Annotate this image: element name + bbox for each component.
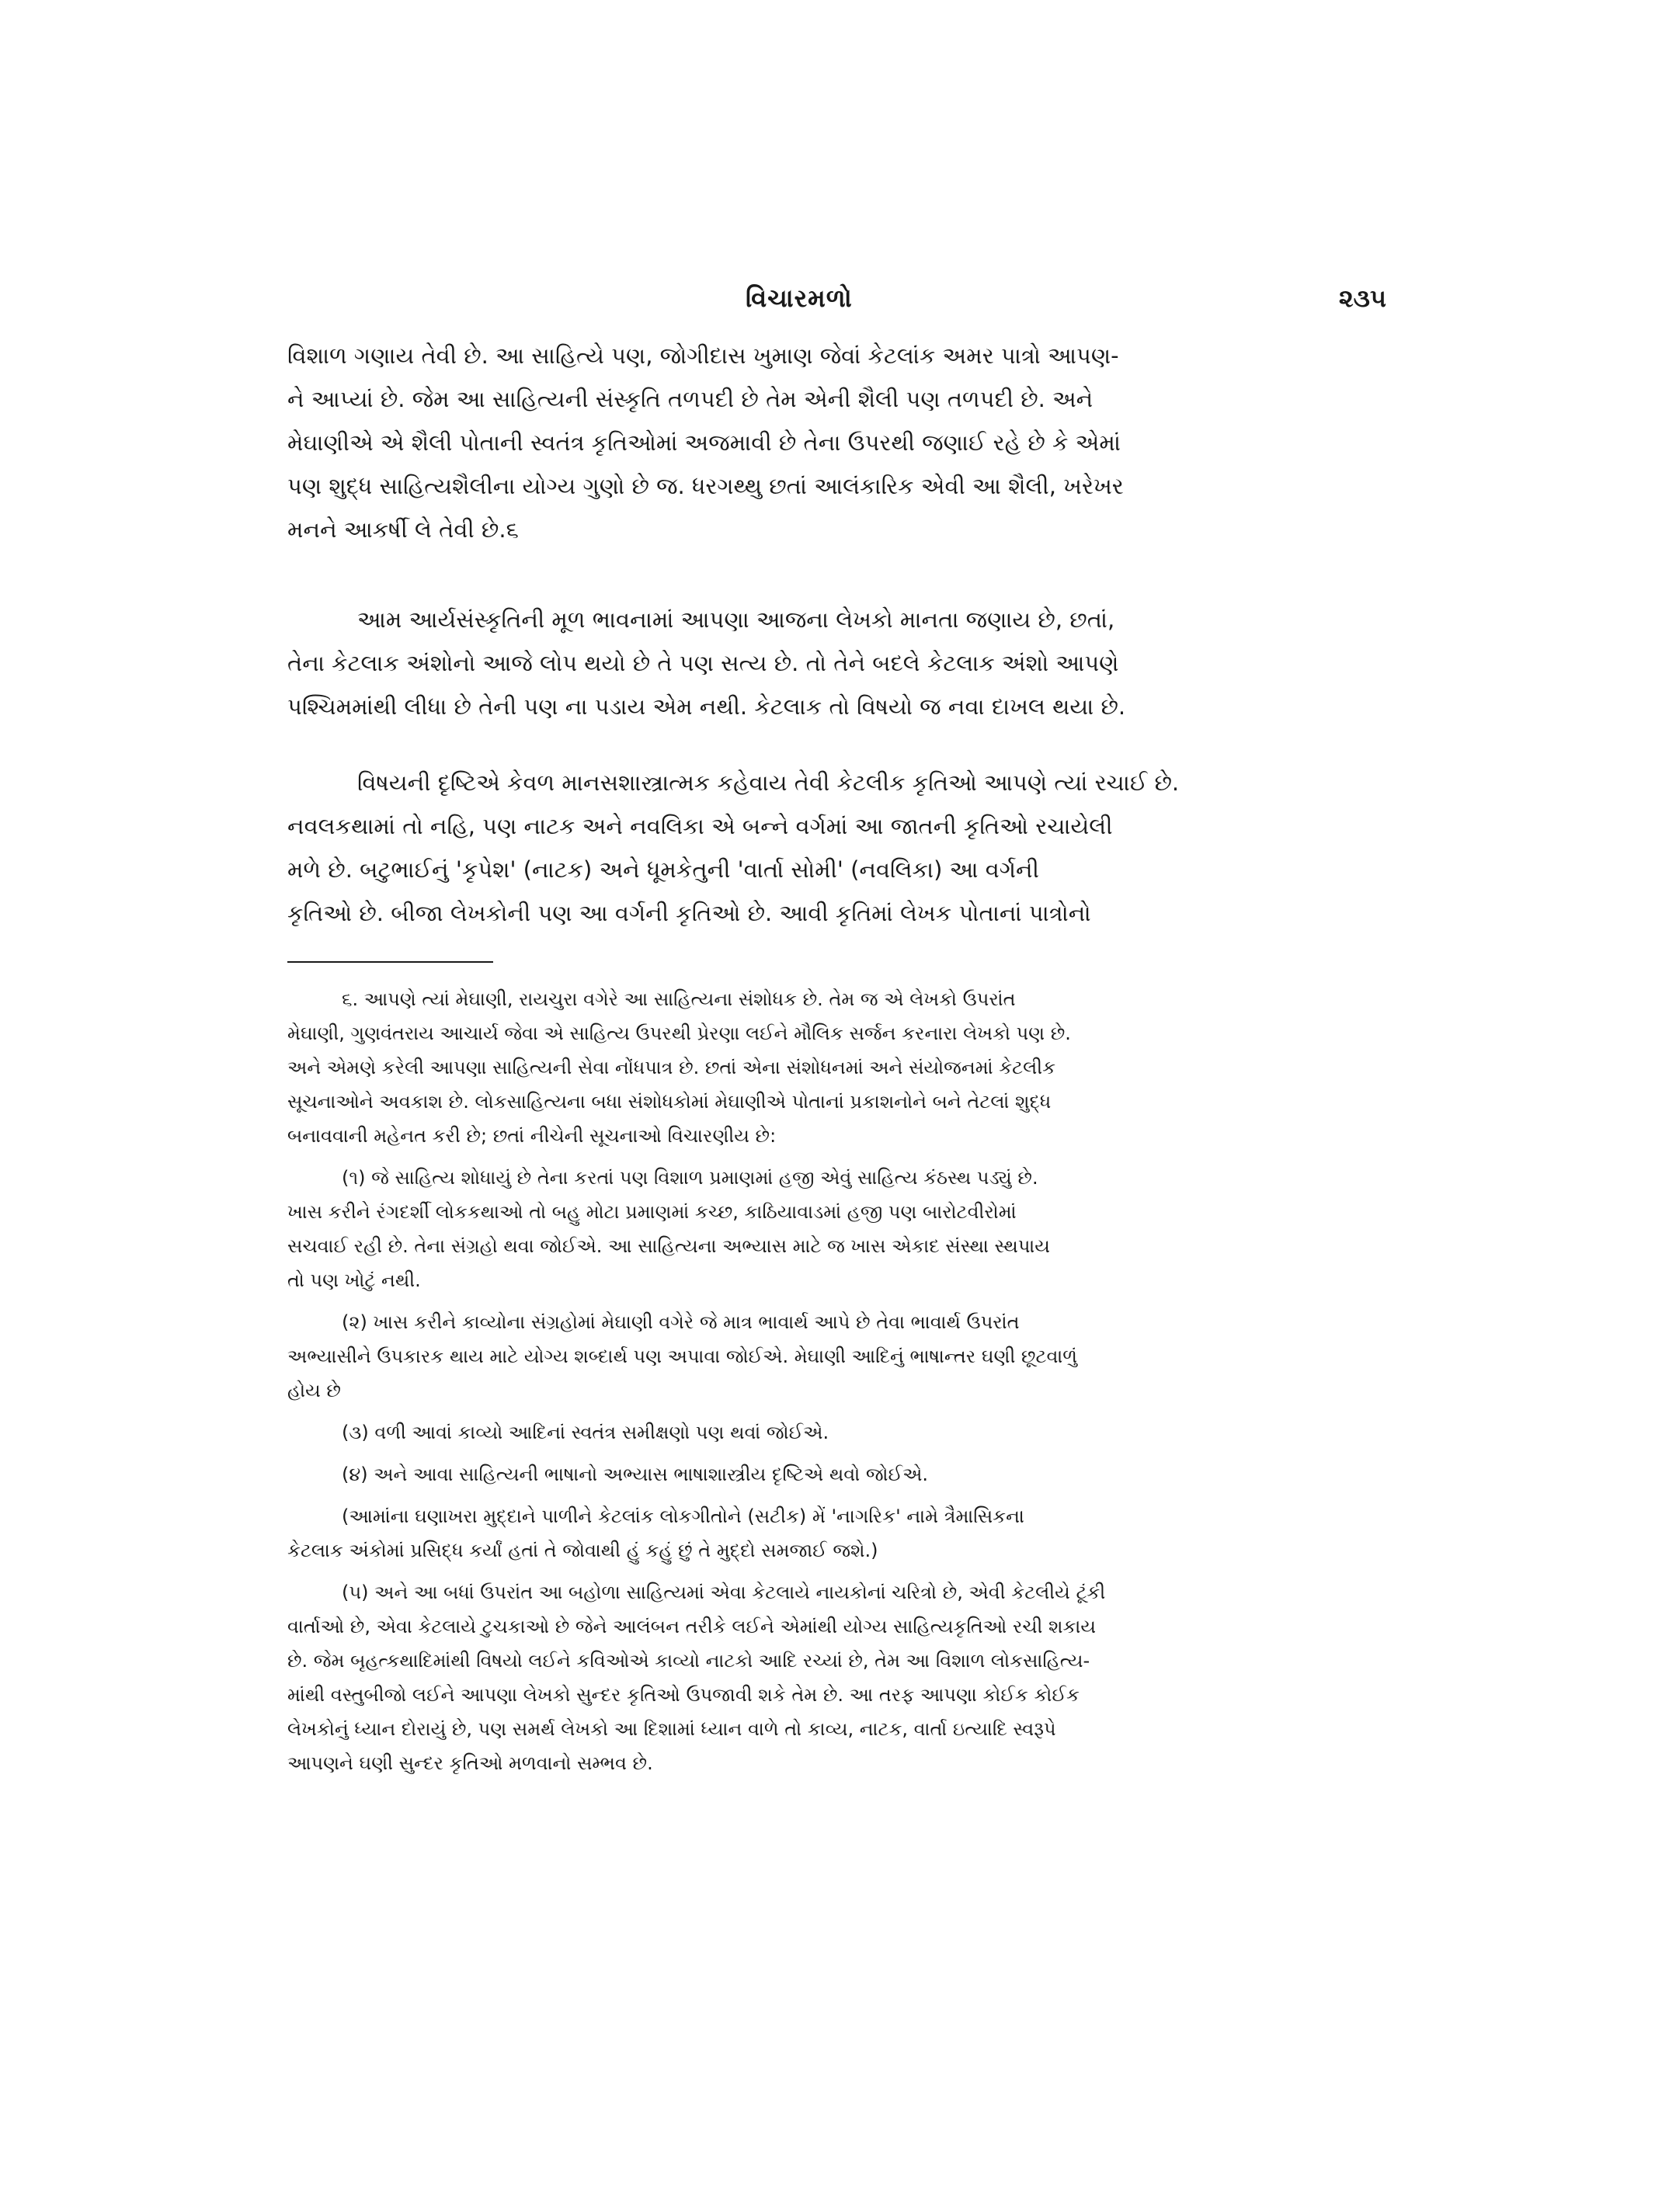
- body-paragraph: વિશાળ ગણાય તેવી છે. આ સાહિત્યે પણ, જોગીદાસ ખુમાણ જેવાં કેટલાંક અમર પાત્રો આપણ- ને આપ્યાં છે. જેમ આ સાહિત્યની સંસ્કૃતિ તળપદી છે તેમ એની શૈલી પણ તળપદી છે. અને મેઘાણીએ એ શૈલી પોતાની સ્વતંત્ર કૃતિઓમાં અજમાવી છે તેના ઉપરથી જણાઈ રહે છે કે એમાં પણ શુદ્ધ સાહિત્યશૈલીના યોગ્ય ગુણો છે જ. ધરગથ્થુ છતાં આલંકારિક એવી આ શૈલી, ખરેખર મનને આકર્ષી લે તેવી છે.૬: [287, 342, 1124, 543]
- footnote-paragraph: (૧) જે સાહિત્ય શોધાયું છે તેના કરતાં પણ વિશાળ પ્રમાણમાં હજી એવું સાહિત્ય કંઠસ્થ પડ્યું છે. ખાસ કરીને રંગદર્શી લોકકથાઓ તો બહુ મોટા પ્રમાણમાં કચ્છ, કાઠિયાવાડમાં હજી પણ બારોટવીરોમાં સચવાઈ રહી છે. તેના સંગ્રહો થવા જોઈએ. આ સાહિત્યના અભ્યાસ માટે જ ખાસ એકાદ સંસ્થા સ્થપાય તો પણ ખોટું નથી.: [287, 1167, 1050, 1291]
- footnote-paragraph: ૬. આપણે ત્યાં મેઘાણી, રાયચુરા વગેરે આ સાહિત્યના સંશોધક છે. તેમ જ એ લેખકો ઉપરાંત મેઘાણી, ગુણવંતરાય આચાર્ય જેવા એ સાહિત્ય ઉપરથી પ્રેરણા લઈને મૌલિક સર્જન કરનારા લેખકો પણ છે. અને એમણે કરેલી આપણા સાહિત્યની સેવા નોંધપાત્ર છે. છતાં એના સંશોધનમાં અને સંયોજનમાં કેટલીક સૂચનાઓને અવકાશ છે. લોકસાહિત્યના બધા સંશોધકોમાં મેઘાણીએ પોતાનાં પ્રકાશનોને બને તેટલાં શુદ્ધ બનાવવાની મહેનત કરી છે; છતાં નીચેની સૂચનાઓ વિચારણીય છે:: [287, 988, 1071, 1147]
- footnote-paragraph: (આમાંના ઘણાખરા મુદ્દાને પાળીને કેટલાંક લોકગીતોને (સટીક) મેં 'નાગરિક' નામે ત્રૈમાસિકના કેટલાક અંકોમાં પ્રસિદ્ધ કર્યાં હતાં તે જોવાથી હું કહું છું તે મુદ્દો સમજાઈ જશે.): [287, 1505, 1024, 1561]
- running-header: [287, 283, 1386, 322]
- footnotes: [287, 982, 1390, 1788]
- footnote-paragraph: (૩) વળી આવાં કાવ્યો આદિનાં સ્વતંત્ર સમીક્ષણો પણ થવાં જોઈએ.: [342, 1422, 829, 1443]
- footnote-paragraph: (૨) ખાસ કરીને કાવ્યોના સંગ્રહોમાં મેઘાણી વગેરે જે માત્ર ભાવાર્થ આપે છે તેવા ભાવાર્થ ઉપરાંત અભ્યાસીને ઉપકારક થાય માટે યોગ્ય શબ્દાર્થ પણ અપાવા જોઈએ. મેઘાણી આદિનું ભાષાન્તર ઘણી છૂટવાળું હોય છે: [287, 1311, 1078, 1401]
- body-paragraph: આમ આર્યસંસ્કૃતિની મૂળ ભાવનામાં આપણા આજના લેખકો માનતા જણાય છે, છતાં, તેના કેટલાક અંશોનો આજે લોપ થયો છે તે પણ સત્ય છે. તો તેને બદલે કેટલાક અંશો આપણે પશ્ચિમમાંથી લીધા છે તેની પણ ના પડાય એમ નથી. કેટલાક તો વિષયો જ નવા દાખલ થયા છે.: [287, 606, 1126, 720]
- footnote-paragraph: (૫) અને આ બધાં ઉપરાંત આ બહોળા સાહિત્યમાં એવા કેટલાયે નાયકોનાં ચરિત્રો છે, એવી કેટલીયે ટૂંકી વાર્તાઓ છે, એવા કેટલાયે ટુચકાઓ છે જેને આલંબન તરીકે લઈને એમાંથી યોગ્ય સાહિત્યકૃતિઓ રચી શકાય છે. જેમ બૃહત્કથાદિમાંથી વિષયો લઈને કવિઓએ કાવ્યો નાટકો આદિ રચ્યાં છે, તેમ આ વિશાળ લોકસાહિત્ય- માંથી વસ્તુબીજો લઈને આપણા લેખકો સુન્દર કૃતિઓ ઉપજાવી શકે તેમ છે. આ તરફ આપણા કોઈક કોઈક લેખકોનું ધ્યાન દોરાયું છે, પણ સમર્થ લેખકો આ દિશામાં ધ્યાન વાળે તો કાવ્ય, નાટક, વાર્તા ઇત્યાદિ સ્વરૂપે આપણને ઘણી સુન્દર કૃતિઓ મળવાનો સમ્ભવ છે.: [287, 1582, 1106, 1774]
- page-number: ૨૩૫: [1338, 283, 1386, 313]
- body-paragraph: વિષયની દૃષ્ટિએ કેવળ માનસશાસ્ત્રાત્મક કહેવાય તેવી કેટલીક કૃતિઓ આપણે ત્યાં રચાઈ છે. નવલકથામાં તો નહિ, પણ નાટક અને નવલિકા એ બન્ને વર્ગમાં આ જાતની કૃતિઓ રચાયેલી મળે છે. બટુભાઈનું 'કૃપેશ' (નાટક) અને ધૂમકેતુની 'વાર્તા સોમી' (નવલિકા) આ વર્ગની કૃતિઓ છે. બીજા લેખકોની પણ આ વર્ગની કૃતિઓ છે. આવી કૃતિમાં લેખક પોતાનાં પાત્રોનો: [287, 769, 1180, 926]
- main-text: [287, 334, 1390, 971]
- footnote-divider: [287, 961, 493, 963]
- running-title: વિચારમળો: [746, 283, 853, 313]
- footnote-paragraph: (૪) અને આવા સાહિત્યની ભાષાનો અભ્યાસ ભાષાશાસ્ત્રીય દૃષ્ટિએ થવો જોઈએ.: [342, 1464, 929, 1485]
